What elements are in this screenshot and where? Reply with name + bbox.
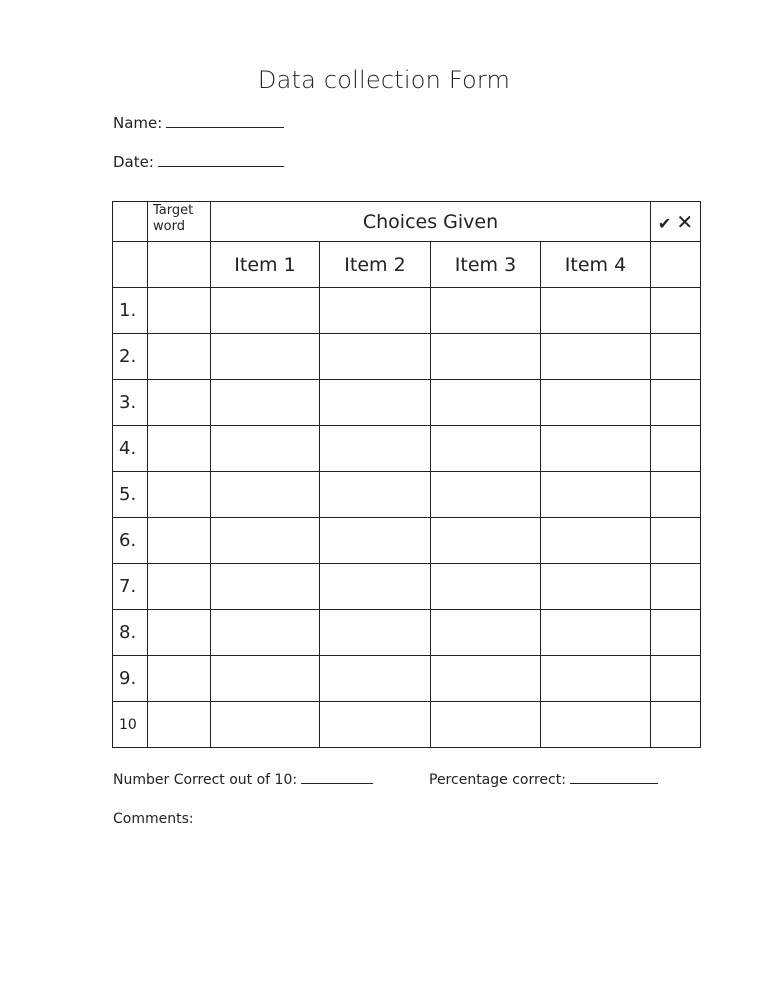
item-cell[interactable] xyxy=(541,564,651,610)
result-cell[interactable] xyxy=(651,288,701,334)
row-number: 3. xyxy=(113,380,148,426)
target-word-cell[interactable] xyxy=(148,288,211,334)
name-label: Name: xyxy=(113,114,163,132)
result-cell[interactable] xyxy=(651,334,701,380)
result-cell[interactable] xyxy=(651,702,701,748)
blank-header-cell xyxy=(651,242,701,288)
item-cell[interactable] xyxy=(541,426,651,472)
result-cell[interactable] xyxy=(651,380,701,426)
header-row-2 xyxy=(113,242,701,288)
number-correct-field xyxy=(113,771,373,789)
item-cell[interactable] xyxy=(211,656,320,702)
item-cell[interactable] xyxy=(431,702,541,748)
date-blank-line[interactable] xyxy=(158,154,284,167)
blank-header-cell xyxy=(113,242,148,288)
row-number: 7. xyxy=(113,564,148,610)
item-cell[interactable] xyxy=(431,610,541,656)
item-cell[interactable] xyxy=(541,288,651,334)
item-cell[interactable] xyxy=(211,334,320,380)
item-1-header: Item 1 xyxy=(211,242,320,288)
result-cell[interactable] xyxy=(651,426,701,472)
item-cell[interactable] xyxy=(320,288,431,334)
item-cell[interactable] xyxy=(320,426,431,472)
number-correct-label: Number Correct out of 10: xyxy=(113,772,298,788)
target-word-cell[interactable] xyxy=(148,702,211,748)
date-field xyxy=(113,153,284,171)
row-number: 2. xyxy=(113,334,148,380)
item-cell[interactable] xyxy=(211,702,320,748)
target-word-cell[interactable] xyxy=(148,380,211,426)
percentage-label: Percentage correct: xyxy=(429,772,566,788)
form-title: Data collection Form xyxy=(257,66,511,94)
name-field xyxy=(113,114,284,132)
table-row xyxy=(113,702,701,748)
row-number: 8. xyxy=(113,610,148,656)
item-cell[interactable] xyxy=(541,472,651,518)
name-blank-line[interactable] xyxy=(166,115,284,128)
item-cell[interactable] xyxy=(211,288,320,334)
item-cell[interactable] xyxy=(541,518,651,564)
row-number: 4. xyxy=(113,426,148,472)
item-cell[interactable] xyxy=(431,472,541,518)
item-cell[interactable] xyxy=(320,656,431,702)
target-word-cell[interactable] xyxy=(148,472,211,518)
result-cell[interactable] xyxy=(651,656,701,702)
item-cell[interactable] xyxy=(541,334,651,380)
item-cell[interactable] xyxy=(541,702,651,748)
table-row xyxy=(113,656,701,702)
item-cell[interactable] xyxy=(320,518,431,564)
item-4-header: Item 4 xyxy=(541,242,651,288)
corner-cell xyxy=(113,202,148,242)
item-3-header: Item 3 xyxy=(431,242,541,288)
result-cell[interactable] xyxy=(651,610,701,656)
target-word-cell[interactable] xyxy=(148,334,211,380)
item-cell[interactable] xyxy=(320,610,431,656)
item-cell[interactable] xyxy=(211,564,320,610)
item-cell[interactable] xyxy=(211,380,320,426)
row-number: 5. xyxy=(113,472,148,518)
table-row xyxy=(113,564,701,610)
item-cell[interactable] xyxy=(541,656,651,702)
item-cell[interactable] xyxy=(211,518,320,564)
item-cell[interactable] xyxy=(541,610,651,656)
comments-label: Comments: xyxy=(113,811,194,827)
target-word-cell[interactable] xyxy=(148,564,211,610)
row-number: 1. xyxy=(113,288,148,334)
item-cell[interactable] xyxy=(431,564,541,610)
item-cell[interactable] xyxy=(320,472,431,518)
date-label: Date: xyxy=(113,153,154,171)
item-cell[interactable] xyxy=(431,380,541,426)
header-row-1 xyxy=(113,202,701,242)
table-row xyxy=(113,380,701,426)
target-word-cell[interactable] xyxy=(148,518,211,564)
correct-incorrect-header xyxy=(651,202,701,242)
result-cell[interactable] xyxy=(651,564,701,610)
check-icon: ✔ xyxy=(657,213,672,233)
result-cell[interactable] xyxy=(651,472,701,518)
percentage-blank-line[interactable] xyxy=(570,771,658,784)
percentage-field xyxy=(429,771,658,789)
target-word-cell[interactable] xyxy=(148,426,211,472)
table-row xyxy=(113,288,701,334)
data-collection-table xyxy=(112,201,701,748)
result-cell[interactable] xyxy=(651,518,701,564)
table-row xyxy=(113,518,701,564)
table-row xyxy=(113,610,701,656)
item-cell[interactable] xyxy=(320,702,431,748)
item-cell[interactable] xyxy=(320,380,431,426)
item-cell[interactable] xyxy=(211,426,320,472)
choices-given-header: Choices Given xyxy=(211,202,651,242)
table-row xyxy=(113,334,701,380)
item-cell[interactable] xyxy=(431,334,541,380)
row-number: 6. xyxy=(113,518,148,564)
row-number: 10 xyxy=(113,702,148,748)
item-cell[interactable] xyxy=(320,334,431,380)
item-cell[interactable] xyxy=(431,426,541,472)
item-cell[interactable] xyxy=(431,288,541,334)
cross-icon: ✕ xyxy=(676,209,694,234)
item-cell[interactable] xyxy=(320,564,431,610)
row-number: 9. xyxy=(113,656,148,702)
target-word-cell[interactable] xyxy=(148,610,211,656)
item-cell[interactable] xyxy=(431,518,541,564)
table-row xyxy=(113,426,701,472)
item-cell[interactable] xyxy=(211,472,320,518)
blank-header-cell xyxy=(148,242,211,288)
item-cell[interactable] xyxy=(211,610,320,656)
table-row xyxy=(113,472,701,518)
item-cell[interactable] xyxy=(431,656,541,702)
item-2-header: Item 2 xyxy=(320,242,431,288)
number-correct-blank-line[interactable] xyxy=(301,771,373,784)
target-word-cell[interactable] xyxy=(148,656,211,702)
item-cell[interactable] xyxy=(541,380,651,426)
target-word-header: Target word xyxy=(148,202,211,242)
